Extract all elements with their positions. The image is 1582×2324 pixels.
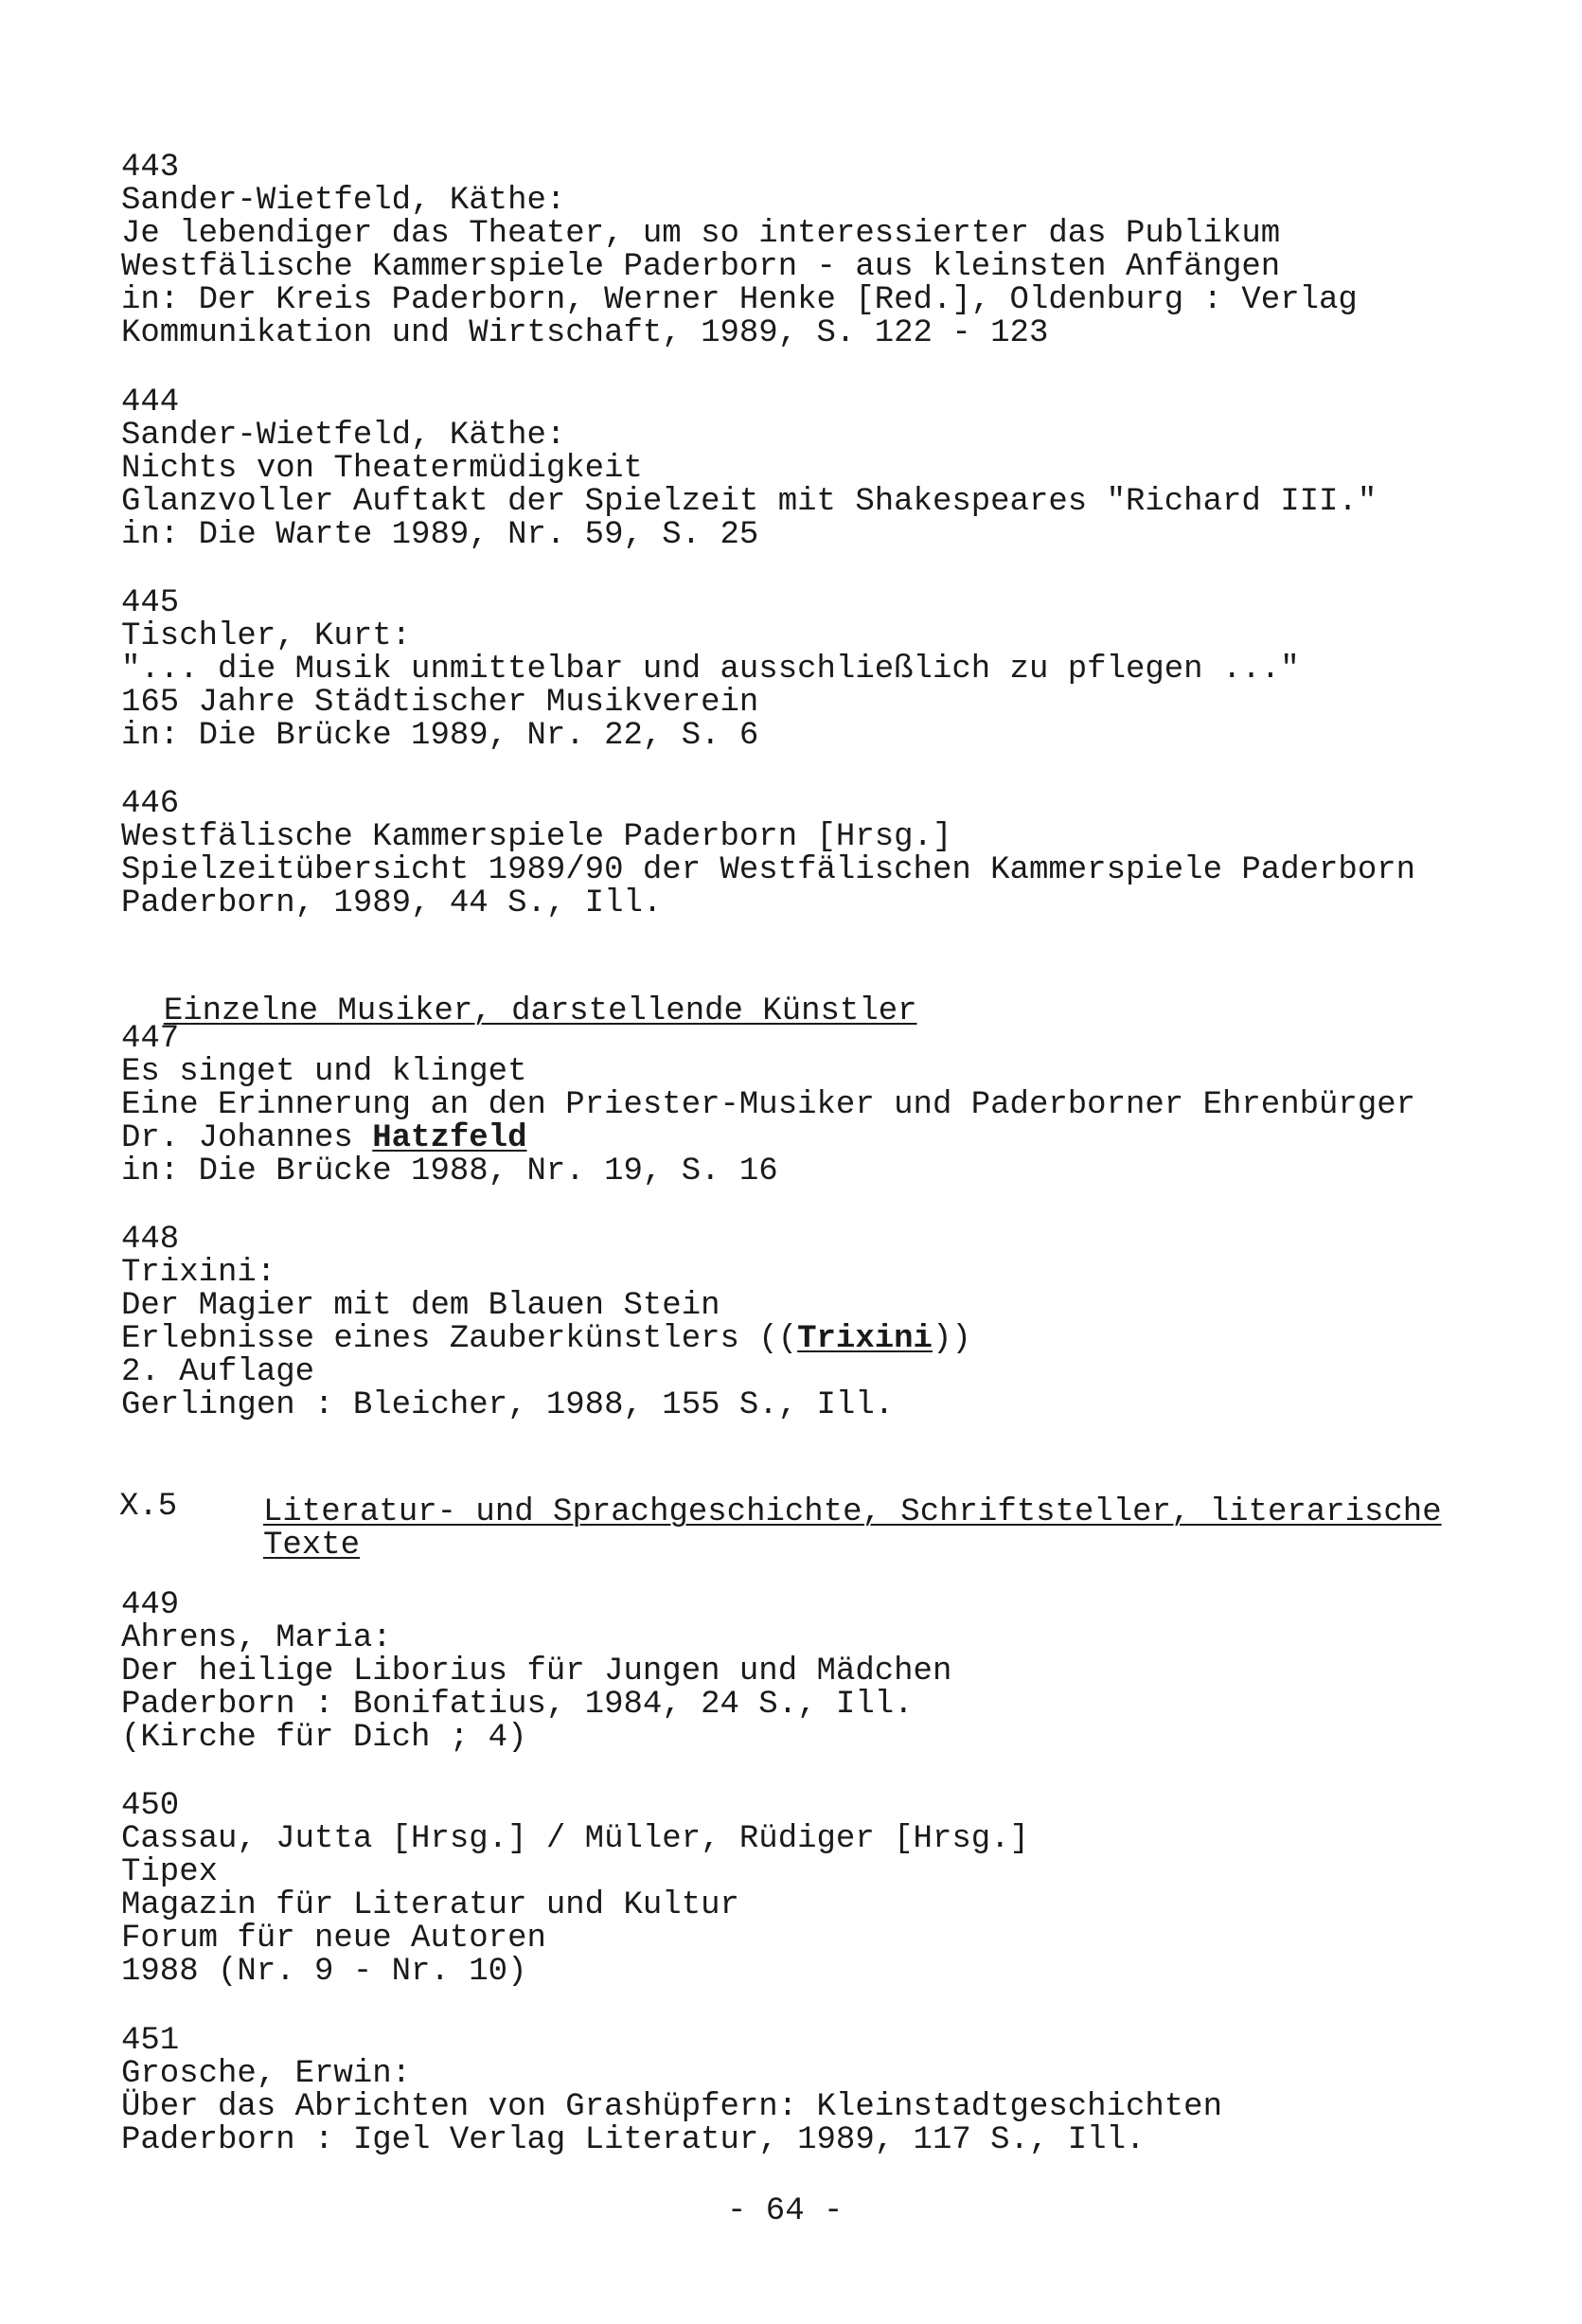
entry-source: Paderborn : Igel Verlag Literatur, 1989, 117 S., Ill. [121, 2122, 1146, 2158]
entry-title: Der Magier mit dem Blauen Stein [121, 1288, 720, 1324]
entry-series: (Kirche für Dich ; 4) [121, 1720, 527, 1756]
entry-author: Sander-Wietfeld, Käthe: [121, 418, 566, 454]
entry-subtitle: Magazin für Literatur und Kultur [121, 1887, 739, 1923]
entry-text: )) [932, 1321, 971, 1357]
entry-subtitle-cont [121, 1122, 1503, 1155]
entry-title: "... die Musik unmittelbar und ausschließlich zu pflegen ..." [121, 652, 1300, 688]
entry-source: Paderborn : Bonifatius, 1984, 24 S., Ill. [121, 1687, 914, 1723]
entry-title: Je lebendiger das Theater, um so interessierter das Publikum [121, 216, 1281, 252]
entry-text: Dr. Johannes [121, 1120, 373, 1156]
entry-source: in: Die Brücke 1988, Nr. 19, S. 16 [121, 1153, 778, 1189]
person-name: Hatzfeld [372, 1120, 527, 1156]
entry-author: Grosche, Erwin: [121, 2056, 412, 2092]
entry-author: Sander-Wietfeld, Käthe: [121, 183, 566, 219]
entry-449 [121, 1589, 1503, 1755]
entry-subtitle-cont: Forum für neue Autoren [121, 1921, 546, 1957]
entry-subtitle: Glanzvoller Auftakt der Spielzeit mit Shakespeares "Richard III." [121, 484, 1378, 520]
section-title-line-1: Literatur- und Sprachgeschichte, Schriftsteller, literarische [263, 1494, 1442, 1530]
entry-number: 448 [121, 1222, 180, 1258]
entry-title: Der heilige Liborius für Jungen und Mädchen [121, 1654, 952, 1689]
entry-title: Es singet und klinget [121, 1054, 527, 1090]
person-name: Trixini [797, 1321, 933, 1357]
entry-source: 1988 (Nr. 9 - Nr. 10) [121, 1954, 527, 1990]
entry-number: 447 [121, 1021, 180, 1057]
entry-448 [121, 1224, 1503, 1422]
entry-subtitle: Eine Erinnerung an den Priester-Musiker und Paderborner Ehrenbürger [121, 1087, 1416, 1123]
section-title [263, 1496, 1484, 1563]
entry-source: Paderborn, 1989, 44 S., Ill. [121, 885, 663, 921]
entry-source: in: Die Brücke 1989, Nr. 22, S. 6 [121, 718, 759, 754]
page-number: - 64 - [727, 2193, 844, 2229]
entry-number: 450 [121, 1788, 180, 1824]
entry-451 [121, 2025, 1503, 2157]
entry-title: Tipex [121, 1854, 219, 1890]
entry-number: 445 [121, 585, 180, 621]
section-number: X.5 [119, 1489, 178, 1525]
entry-source: in: Die Warte 1989, Nr. 59, S. 25 [121, 517, 759, 553]
entry-number: 443 [121, 150, 180, 186]
entry-author: Tischler, Kurt: [121, 618, 412, 654]
entry-number: 451 [121, 2023, 180, 2059]
entry-title: Über das Abrichten von Grashüpfern: Kleinstadtgeschichten [121, 2089, 1222, 2125]
entry-source-cont: Kommunikation und Wirtschaft, 1989, S. 122 - 123 [121, 315, 1049, 351]
entry-source: Gerlingen : Bleicher, 1988, 155 S., Ill. [121, 1387, 895, 1423]
subheading [125, 962, 917, 1028]
entry-number: 444 [121, 384, 180, 420]
entry-subtitle: 165 Jahre Städtischer Musikverein [121, 685, 759, 721]
entry-text: Erlebnisse eines Zauberkünstlers (( [121, 1321, 798, 1357]
entry-number: 449 [121, 1587, 180, 1623]
section-title-line-2: Texte [263, 1528, 361, 1564]
entry-443 [121, 152, 1503, 350]
entry-447 [121, 1023, 1503, 1189]
entry-author: Westfälische Kammerspiele Paderborn [Hrsg.] [121, 819, 952, 855]
entry-445 [121, 587, 1503, 753]
entry-author: Ahrens, Maria: [121, 1620, 392, 1656]
entry-title: Spielzeitübersicht 1989/90 der Westfälischen Kammerspiele Paderborn [121, 852, 1416, 888]
entry-title: Nichts von Theatermüdigkeit [121, 451, 643, 487]
entry-source: in: Der Kreis Paderborn, Werner Henke [Red.], Oldenburg : Verlag [121, 282, 1358, 318]
entry-edition: 2. Auflage [121, 1354, 315, 1390]
entry-author: Cassau, Jutta [Hrsg.] / Müller, Rüdiger [Hrsg.] [121, 1821, 1029, 1857]
entry-number: 446 [121, 786, 180, 822]
entry-author: Trixini: [121, 1255, 276, 1291]
subheading-text: Einzelne Musiker, darstellende Künstler [163, 993, 917, 1029]
entry-444 [121, 386, 1503, 552]
entry-450 [121, 1790, 1503, 1989]
entry-446 [121, 788, 1503, 921]
entry-subtitle [121, 1323, 1503, 1356]
entry-subtitle: Westfälische Kammerspiele Paderborn - aus kleinsten Anfängen [121, 249, 1281, 285]
